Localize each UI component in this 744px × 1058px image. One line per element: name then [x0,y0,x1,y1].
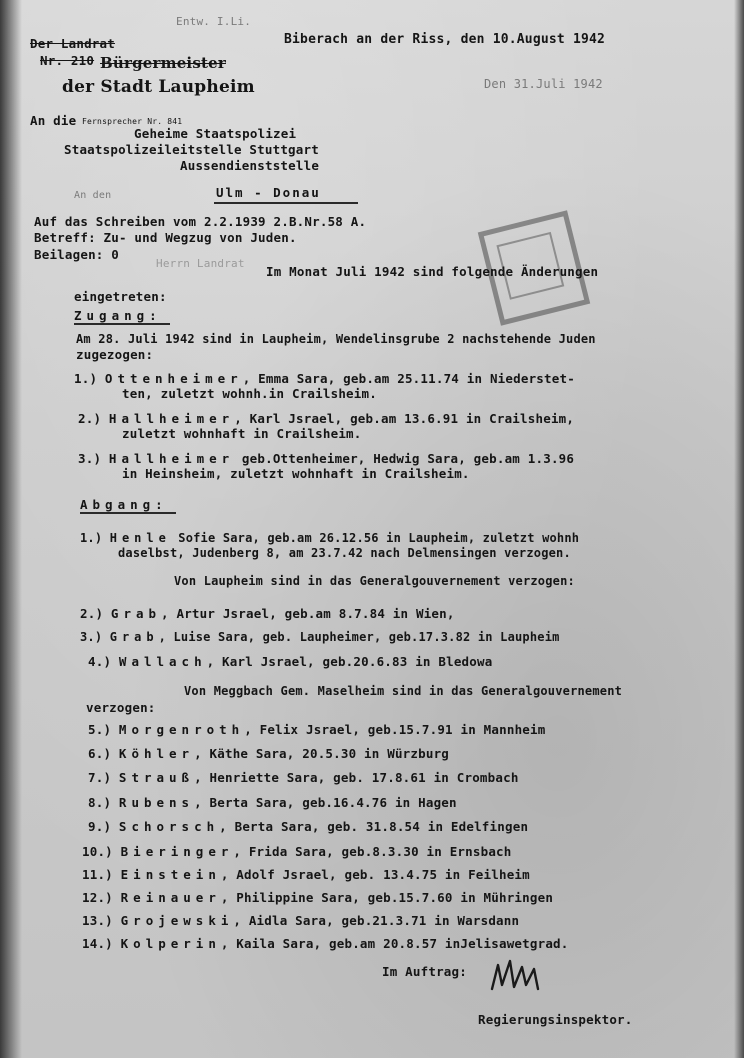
abgang-heading: Abgang: [80,497,168,512]
im-auftrag: Im Auftrag: [382,964,467,979]
abgang-entry-10: 10.) Bieringer, Frida Sara, geb.8.3.30 in Ernsbach [82,844,512,859]
abgang-entry-12: 12.) Reinauer, Philippine Sara, geb.15.7.60 in Mühringen [82,890,554,905]
intro-line-1: Im Monat Juli 1942 sind folgende Änderungen [266,264,599,279]
entw-note: Entw. I.Li. [176,15,252,28]
zugang-entry-1-cont: ten, zuletzt wohnh.in Crailsheim. [122,386,377,401]
abgang-entry-3: 3.) Grab, Luise Sara, geb. Laupheimer, geb.17.3.82 in Laupheim [80,630,560,644]
subject-line: Betreff: Zu- und Wegzug von Juden. [34,230,297,245]
sender-number: Nr. 210 [40,53,95,68]
abgang-entry-9: 9.) Schorsch, Berta Sara, geb. 31.8.54 in Edelfingen [88,819,529,834]
abgang-entry-14: 14.) Kolperin, Kaila Sara, geb.am 20.8.57 inJelisawetgrad. [82,936,569,951]
zugang-entry-3-cont: in Heinsheim, zuletzt wohnhaft in Crailsheim. [122,466,470,481]
fernsprecher: Fernsprecher Nr. 841 [82,117,183,126]
attachments-line: Beilagen: 0 [34,247,119,262]
abgang-entry-4: 4.) Wallach, Karl Jsrael, geb.20.6.83 in Bledowa [88,654,493,669]
sender-landrat: Der Landrat [30,36,115,51]
zugang-entry-1: 1.) Ottenheimer, Emma Sara, geb.am 25.11.74 in Niederstet- [74,371,575,386]
zugang-underline [74,323,170,325]
abgang-entry-1: 1.) Henle Sofie Sara, geb.am 26.12.56 in Laupheim, zuletzt wohnh [80,531,580,545]
an-den: An den [74,190,112,201]
zugang-intro-1: Am 28. Juli 1942 sind in Laupheim, Wendelinsgrube 2 nachstehende Juden [76,332,596,346]
abgang-underline [80,512,176,514]
intro-line-2: eingetreten: [74,289,167,304]
zugang-intro-2: zugezogen: [76,347,154,362]
zugang-entry-3: 3.) Hallheimer geb.Ottenheimer, Hedwig Sara, geb.am 1.3.96 [78,451,575,466]
recipient-line-1: Geheime Staatspolizei [134,126,297,141]
recipient-city: Ulm - Donau [216,185,321,200]
recipient-line-2: Staatspolizeileitstelle Stuttgart [64,142,319,157]
abgang-entry-6: 6.) Köhler, Käthe Sara, 20.5.30 in Würzburg [88,746,450,761]
scan-shadow-right [734,0,744,1058]
abgang-entry-11: 11.) Einstein, Adolf Jsrael, geb. 13.4.75 in Feilheim [82,867,530,882]
reference-line: Auf das Schreiben vom 2.2.1939 2.B.Nr.58 A. [34,214,367,229]
maselheim-note-1: Von Meggbach Gem. Maselheim sind in das Generalgouvernement [184,684,623,698]
zugang-heading: Zugang: [74,308,162,323]
scan-shadow-left [0,0,22,1058]
abgang-entry-7: 7.) Strauß, Henriette Sara, geb. 17.8.61 in Crombach [88,770,519,785]
place-and-date: Biberach an der Riss, den 10.August 1942 [284,32,606,47]
laupheim-note: Von Laupheim sind in das Generalgouvernement verzogen: [174,574,575,588]
sender-title: Bürgermeister [100,54,226,72]
stamped-date: Den 31.Juli 1942 [484,77,603,91]
abgang-entry-8: 8.) Rubens, Berta Sara, geb.16.4.76 in Hagen [88,795,457,810]
handwritten-signature [488,955,552,999]
zugang-entry-2-cont: zuletzt wohnhaft in Crailsheim. [122,426,362,441]
abgang-entry-2: 2.) Grab, Artur Jsrael, geb.am 8.7.84 in Wien, [80,606,455,621]
abgang-entry-5: 5.) Morgenroth, Felix Jsrael, geb.15.7.91 in Mannheim [88,722,546,737]
maselheim-note-2: verzogen: [86,700,156,715]
recipient-line-3: Aussendienststelle [180,158,320,173]
sender-city: der Stadt Laupheim [62,77,255,97]
signatory-title: Regierungsinspektor. [478,1012,633,1027]
herrn-landrat-ghost: Herrn Landrat [156,257,245,270]
abgang-entry-1-cont: daselbst, Judenberg 8, am 23.7.42 nach Delmensingen verzogen. [118,546,571,560]
abgang-entry-13: 13.) Grojewski, Aidla Sara, geb.21.3.71 in Warsdann [82,913,520,928]
zugang-entry-2: 2.) Hallheimer, Karl Jsrael, geb.am 13.6.91 in Crailsheim, [78,411,575,426]
city-underline [214,202,358,204]
an-die: An die [30,113,77,128]
